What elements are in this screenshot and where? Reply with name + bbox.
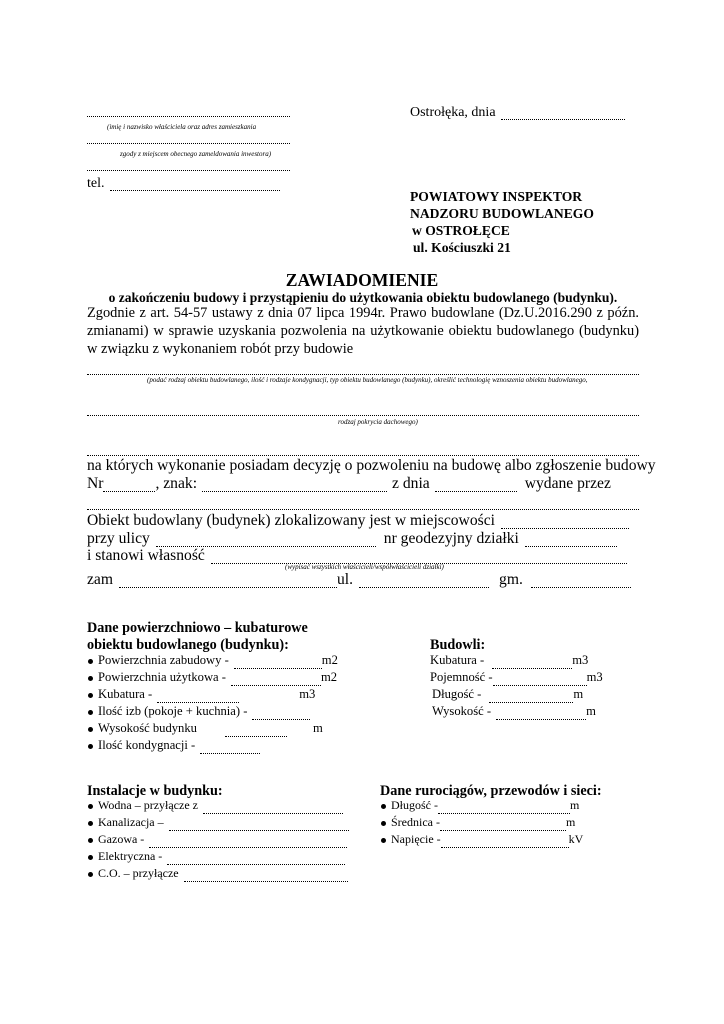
usable-area-field[interactable] xyxy=(231,675,321,686)
installation-item-heating xyxy=(87,865,357,882)
structure-item-label: Kubatura - xyxy=(430,653,485,667)
installation-item-label: Kanalizacja – xyxy=(98,815,164,829)
structure-item-label: Długość - xyxy=(432,687,482,701)
bullet-icon xyxy=(88,744,93,749)
structures-list xyxy=(430,652,603,720)
bullet-icon xyxy=(88,872,93,877)
built-area-field[interactable] xyxy=(234,658,322,669)
tel-label: tel. xyxy=(87,176,105,191)
area-heading-1: Dane powierzchniowo – kubaturowe xyxy=(87,620,308,636)
area-list xyxy=(87,652,347,754)
bullet-icon xyxy=(88,710,93,715)
structure-height-field[interactable] xyxy=(496,709,586,720)
bullet-icon xyxy=(88,676,93,681)
structures-heading: Budowli: xyxy=(430,637,486,653)
structure-item-unit: m xyxy=(586,704,596,718)
pipelines-heading: Dane rurociągów, przewodów i sieci: xyxy=(380,783,602,799)
addressee-line-1: POWIATOWY INSPEKTOR xyxy=(410,189,583,204)
pipeline-item-label: Średnica - xyxy=(391,815,440,829)
owners-caption: (wypisać wszystkich właścicieli/współwłaścicieli działki) xyxy=(285,563,444,571)
pipeline-item-voltage xyxy=(380,831,620,848)
intro-line-1: Zgodnie z art. 54-57 ustawy z dnia 07 lipca 1994r. Prawo budowlane (Dz.U.2016.290 z późn. xyxy=(87,305,639,321)
roof-field[interactable] xyxy=(87,403,639,416)
structure-item-capacity xyxy=(430,669,603,686)
applicant-extra-field[interactable] xyxy=(87,161,290,171)
structure-item-unit: m3 xyxy=(586,670,603,684)
applicant-name-caption: (imię i nazwisko właściciela oraz adres zamieszkania xyxy=(107,123,257,131)
nr-field[interactable] xyxy=(103,479,155,492)
area-item-built xyxy=(87,652,347,669)
location-row xyxy=(87,511,639,529)
addressee-line-3: w OSTROŁĘCE xyxy=(412,223,510,238)
location-field[interactable] xyxy=(501,516,629,529)
issuer-row xyxy=(87,492,639,510)
area-item-label: Ilość kondygnacji - xyxy=(98,738,196,752)
pipeline-voltage-field[interactable] xyxy=(441,837,569,848)
bullet-icon xyxy=(381,838,386,843)
installation-item-electric xyxy=(87,848,357,865)
permit-number-row xyxy=(87,474,639,492)
city-date-label: Ostrołęka, dnia xyxy=(410,105,496,120)
city-date xyxy=(410,102,625,120)
structure-item-label: Pojemność - xyxy=(430,670,493,684)
area-item-label: Ilość izb (pokoje + kuchnia) - xyxy=(98,704,248,718)
area-item-usable xyxy=(87,669,347,686)
area-item-label: Kubatura - xyxy=(98,687,153,701)
street-label: przy ulicy xyxy=(87,530,150,547)
area-item-unit: m3 xyxy=(299,687,316,701)
area-item-unit: m xyxy=(312,721,323,735)
applicant-address-caption: zgody z miejscem obecnego zameldowania inwestora) xyxy=(120,150,272,158)
applicant-block xyxy=(87,104,297,191)
bullet-icon xyxy=(88,693,93,698)
area-item-height xyxy=(87,720,347,737)
intro-line-2: zmianami) w sprawie uzyskania pozwolenia na użytkowanie obiektu budowlanego (budynku) xyxy=(87,323,639,339)
roof-row xyxy=(87,398,639,416)
installations-heading: Instalacje w budynku: xyxy=(87,783,223,799)
gas-field[interactable] xyxy=(149,837,347,848)
owner-address-row xyxy=(87,570,639,588)
area-item-label: Powierzchnia użytkowa - xyxy=(98,670,226,684)
zam-label: zam xyxy=(87,571,113,588)
area-item-volume xyxy=(87,686,347,703)
addressee-line-4: ul. Kościuszki 21 xyxy=(413,240,511,255)
pipeline-item-label: Napięcie - xyxy=(391,832,441,846)
znak-label: , znak: xyxy=(155,475,198,492)
installation-item-sewage xyxy=(87,814,357,831)
applicant-name-field[interactable] xyxy=(87,104,290,117)
wydane-label: wydane przez xyxy=(524,475,611,492)
pipeline-item-unit: m xyxy=(570,798,580,812)
pipeline-length-field[interactable] xyxy=(438,803,570,814)
applicant-address-field[interactable] xyxy=(87,134,290,144)
addressee-line-2: NADZORU BUDOWLANEGO xyxy=(410,206,594,221)
pipeline-item-unit: kV xyxy=(568,832,584,846)
building-type-field[interactable] xyxy=(87,362,639,375)
ul-label: ul. xyxy=(336,571,354,588)
addressee-block xyxy=(410,188,594,256)
area-item-unit: m2 xyxy=(321,653,338,667)
sewage-field[interactable] xyxy=(169,820,349,831)
pipeline-item-unit: m xyxy=(565,815,576,829)
bullet-icon xyxy=(88,838,93,843)
installation-item-water xyxy=(87,797,357,814)
pipelines-list xyxy=(380,797,620,848)
ownership-row xyxy=(87,546,639,564)
date-field[interactable] xyxy=(501,109,625,120)
z-dnia-field[interactable] xyxy=(435,479,517,492)
installation-item-label: Gazowa - xyxy=(98,832,145,846)
electric-field[interactable] xyxy=(167,854,345,865)
bullet-icon xyxy=(88,855,93,860)
description-extra-field[interactable] xyxy=(87,443,639,456)
structure-length-field[interactable] xyxy=(489,692,573,703)
structure-item-label: Wysokość - xyxy=(432,704,492,718)
heating-field[interactable] xyxy=(184,871,348,882)
nr-label: Nr xyxy=(87,475,104,492)
volume-field[interactable] xyxy=(157,692,239,703)
tel-row xyxy=(87,176,297,191)
structure-item-unit: m xyxy=(573,687,584,701)
rooms-field[interactable] xyxy=(252,709,310,720)
gm-field[interactable] xyxy=(531,575,631,588)
description-extra-row xyxy=(87,438,639,456)
znak-field[interactable] xyxy=(202,479,387,492)
installation-item-gas xyxy=(87,831,357,848)
page-subtitle: o zakończeniu budowy i przystąpieniu do użytkowania obiektu budowlanego (budynku). xyxy=(108,290,618,305)
bullet-icon xyxy=(381,821,386,826)
bullet-icon xyxy=(88,804,93,809)
issuer-field[interactable] xyxy=(87,497,639,510)
page-title: ZAWIADOMIENIE xyxy=(285,270,439,290)
installation-item-label: Elektryczna - xyxy=(98,849,163,863)
storeys-field[interactable] xyxy=(200,743,260,754)
pipeline-item-length xyxy=(380,797,620,814)
gm-label: gm. xyxy=(499,571,523,588)
area-item-storeys xyxy=(87,737,347,754)
structure-volume-field[interactable] xyxy=(492,658,572,669)
ul-field[interactable] xyxy=(359,575,489,588)
structure-item-unit: m3 xyxy=(572,653,589,667)
structure-item-volume xyxy=(430,652,603,669)
bullet-icon xyxy=(88,727,93,732)
intro-line-3: w związku z wykonaniem robót przy budowie xyxy=(87,341,354,357)
installation-item-label: Wodna – przyłącze z xyxy=(98,798,198,812)
bullet-icon xyxy=(88,659,93,664)
bullet-icon xyxy=(381,804,386,809)
z-dnia-label: z dnia xyxy=(392,475,430,492)
zam-field[interactable] xyxy=(119,575,337,588)
pipeline-diameter-field[interactable] xyxy=(440,820,566,831)
tel-field[interactable] xyxy=(110,180,280,191)
permit-sentence: na których wykonanie posiadam decyzję o pozwoleniu na budowę albo zgłoszenie budowy xyxy=(87,457,656,474)
installations-list xyxy=(87,797,357,882)
ownership-label: i stanowi własność xyxy=(87,547,205,564)
building-type-row xyxy=(87,357,639,375)
area-item-unit: m2 xyxy=(321,670,338,684)
area-item-label: Powierzchnia zabudowy - xyxy=(98,653,229,667)
structure-item-length xyxy=(430,686,603,703)
plot-label: nr geodezyjny działki xyxy=(383,530,519,547)
area-item-label: Wysokość budynku xyxy=(98,721,197,735)
street-row xyxy=(87,529,639,547)
bullet-icon xyxy=(88,821,93,826)
structure-item-height xyxy=(430,703,603,720)
area-heading-2: obiektu budowlanego (budynku): xyxy=(87,637,289,653)
building-type-caption: (podać rodzaj obiektu budowlanego, ilość i rodzaje kondygnacji, typ obiektu budowlanego (budynku), określić technologię wznoszenia obiektu budowlanego, xyxy=(147,376,588,384)
height-field[interactable] xyxy=(225,726,287,737)
structure-capacity-field[interactable] xyxy=(493,675,587,686)
water-field[interactable] xyxy=(203,803,343,814)
pipeline-item-label: Długość - xyxy=(391,798,438,812)
pipeline-item-diameter xyxy=(380,814,620,831)
installation-item-label: C.O. – przyłącze xyxy=(98,866,179,880)
roof-caption: rodzaj pokrycia dachowego) xyxy=(338,418,418,426)
area-item-rooms xyxy=(87,703,347,720)
location-label: Obiekt budowlany (budynek) zlokalizowany jest w miejscowości xyxy=(87,512,495,529)
